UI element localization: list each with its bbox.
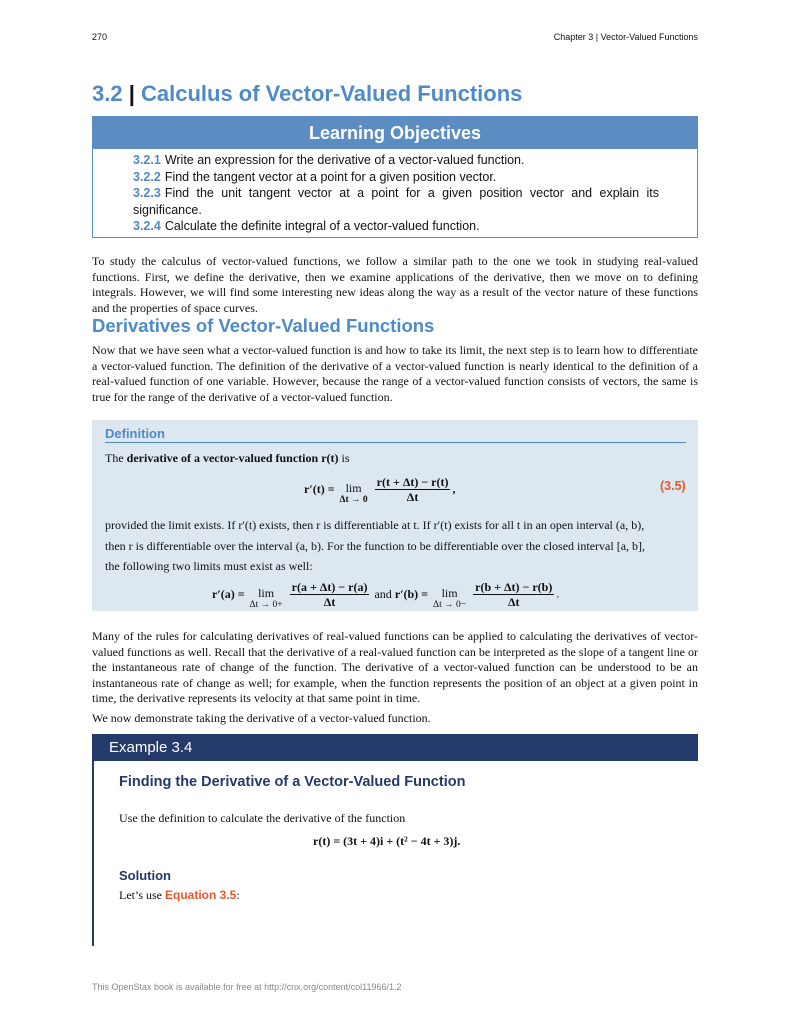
definition-line: the following two limits must exist as well: (105, 559, 313, 573)
equation-number: (3.5) (660, 479, 686, 493)
equation-link[interactable]: Equation 3.5 (165, 888, 237, 902)
math-expression: r(t) (321, 451, 339, 465)
conjunction: and (374, 587, 392, 601)
solution-text (119, 888, 240, 903)
section-title-text: Calculus of Vector-Valued Functions (141, 81, 523, 106)
page-number: 270 (92, 32, 108, 42)
footer: This OpenStax book is available for free at http://cnx.org/content/col11966/1.2 (92, 982, 402, 992)
fraction-denominator: Δt (507, 595, 520, 609)
objective-text: Calculate the definite integral of a vector-valued function. (164, 219, 480, 233)
demo-paragraph: We now demonstrate taking the derivative of a vector-valued function. (92, 711, 431, 725)
punctuation: , (452, 481, 456, 496)
solution-heading: Solution (119, 868, 171, 883)
definition-box (92, 420, 698, 611)
section-title (92, 81, 522, 107)
limit-operator: lim (441, 586, 458, 600)
equation-3-5 (304, 475, 455, 504)
equation-lhs: r′(a) = (212, 587, 245, 601)
objective-item (133, 218, 659, 235)
text: : (236, 888, 240, 902)
limit-subscript: Δt → 0− (433, 600, 467, 610)
limit-subscript: Δt → 0+ (249, 600, 283, 610)
objective-number: 3.2.4 (133, 219, 161, 233)
punctuation: . (556, 586, 560, 601)
rules-paragraph: Many of the rules for calculating derivatives of real-valued functions can be applied to calculating the derivatives of vector-valued functions as well. Recall that the derivative of a real-valued function can be interpreted as the slope of a tangent line or the instantaneous rate of change of the function. The derivative of a vector-valued function can be understood to be an instantaneous rate of change as well; for example, when the function represents the position of an object at a given point in time, the derivative represents its velocity at that same point in time. (92, 629, 698, 706)
learning-objectives-heading: Learning Objectives (93, 117, 697, 149)
example-title: Finding the Derivative of a Vector-Valued Function (119, 774, 466, 790)
objective-text: Find the unit tangent vector at a point for a given position vector and explain its significance. (133, 186, 659, 217)
example-prompt: Use the definition to calculate the derivative of the function (119, 811, 406, 825)
fraction-denominator: Δt (406, 490, 419, 504)
one-sided-limits-equation (212, 580, 559, 609)
objective-text: Write an expression for the derivative of a vector-valued function. (164, 153, 525, 167)
definition-line: provided the limit exists. If r′(t) exists, then r is differentiable at t. If r′(t) exists for all t in an open interval (a, b), (105, 518, 645, 532)
subsection-heading: Derivatives of Vector-Valued Functions (92, 315, 435, 336)
limit-operator: lim (258, 586, 275, 600)
definition-body (105, 515, 690, 577)
intro-paragraph: To study the calculus of vector-valued functions, we follow a similar path to the one we took in studying real-valued functions. First, we define the derivative, then we examine applications of the derivative, then we move on to defining integrals. However, we will find some interesting new ideas along the way as a result of the vector nature of these functions and the properties of space curves. (92, 254, 698, 315)
running-header: Chapter 3 | Vector-Valued Functions (553, 32, 698, 42)
objective-item (133, 152, 659, 169)
text: Let’s use (119, 888, 165, 902)
learning-objectives-box (92, 116, 698, 238)
example-equation: r(t) = (3t + 4)i + (t² − 4t + 3)j. (313, 834, 461, 848)
fraction-numerator: r(t + Δt) − r(t) (376, 475, 449, 489)
objective-text: Find the tangent vector at a point for a given position vector. (164, 169, 497, 184)
objective-item (133, 169, 659, 186)
equation-lhs: r′(t) = (304, 482, 335, 496)
fraction-denominator: Δt (323, 595, 336, 609)
definition-lead (105, 451, 350, 466)
definition-heading: Definition (105, 426, 686, 443)
objective-number: 3.2.3 (133, 186, 161, 200)
title-separator: | (128, 81, 135, 106)
objective-number: 3.2.2 (133, 169, 161, 184)
objective-number: 3.2.1 (133, 153, 161, 167)
limit-subscript: Δt → 0 (339, 495, 368, 505)
definition-line: then r is differentiable over the interval (a, b). For the function to be differentiable over the closed interval [a, b], (105, 538, 646, 553)
example-border (92, 761, 94, 946)
text: The (105, 451, 127, 465)
equation-lhs: r′(b) = (394, 587, 429, 601)
defined-term: derivative of a vector-valued function (126, 451, 319, 465)
text: is (338, 451, 350, 465)
section-paragraph: Now that we have seen what a vector-valued function is and how to take its limit, the next step is to learn how to differentiate a vector-valued function. The definition of the derivative of a vector-valued function is nearly identical to the definition of a real-valued function of one variable. However, because the range of a vector-valued function consists of vectors, the same is true for the range of the derivative of a vector-valued function. (92, 343, 698, 404)
objective-item (133, 185, 659, 218)
fraction-numerator: r(a + Δt) − r(a) (291, 580, 368, 594)
example-label: Example 3.4 (92, 734, 698, 761)
fraction-numerator: r(b + Δt) − r(b) (475, 580, 553, 594)
section-number: 3.2 (92, 81, 123, 106)
limit-operator: lim (345, 481, 362, 495)
